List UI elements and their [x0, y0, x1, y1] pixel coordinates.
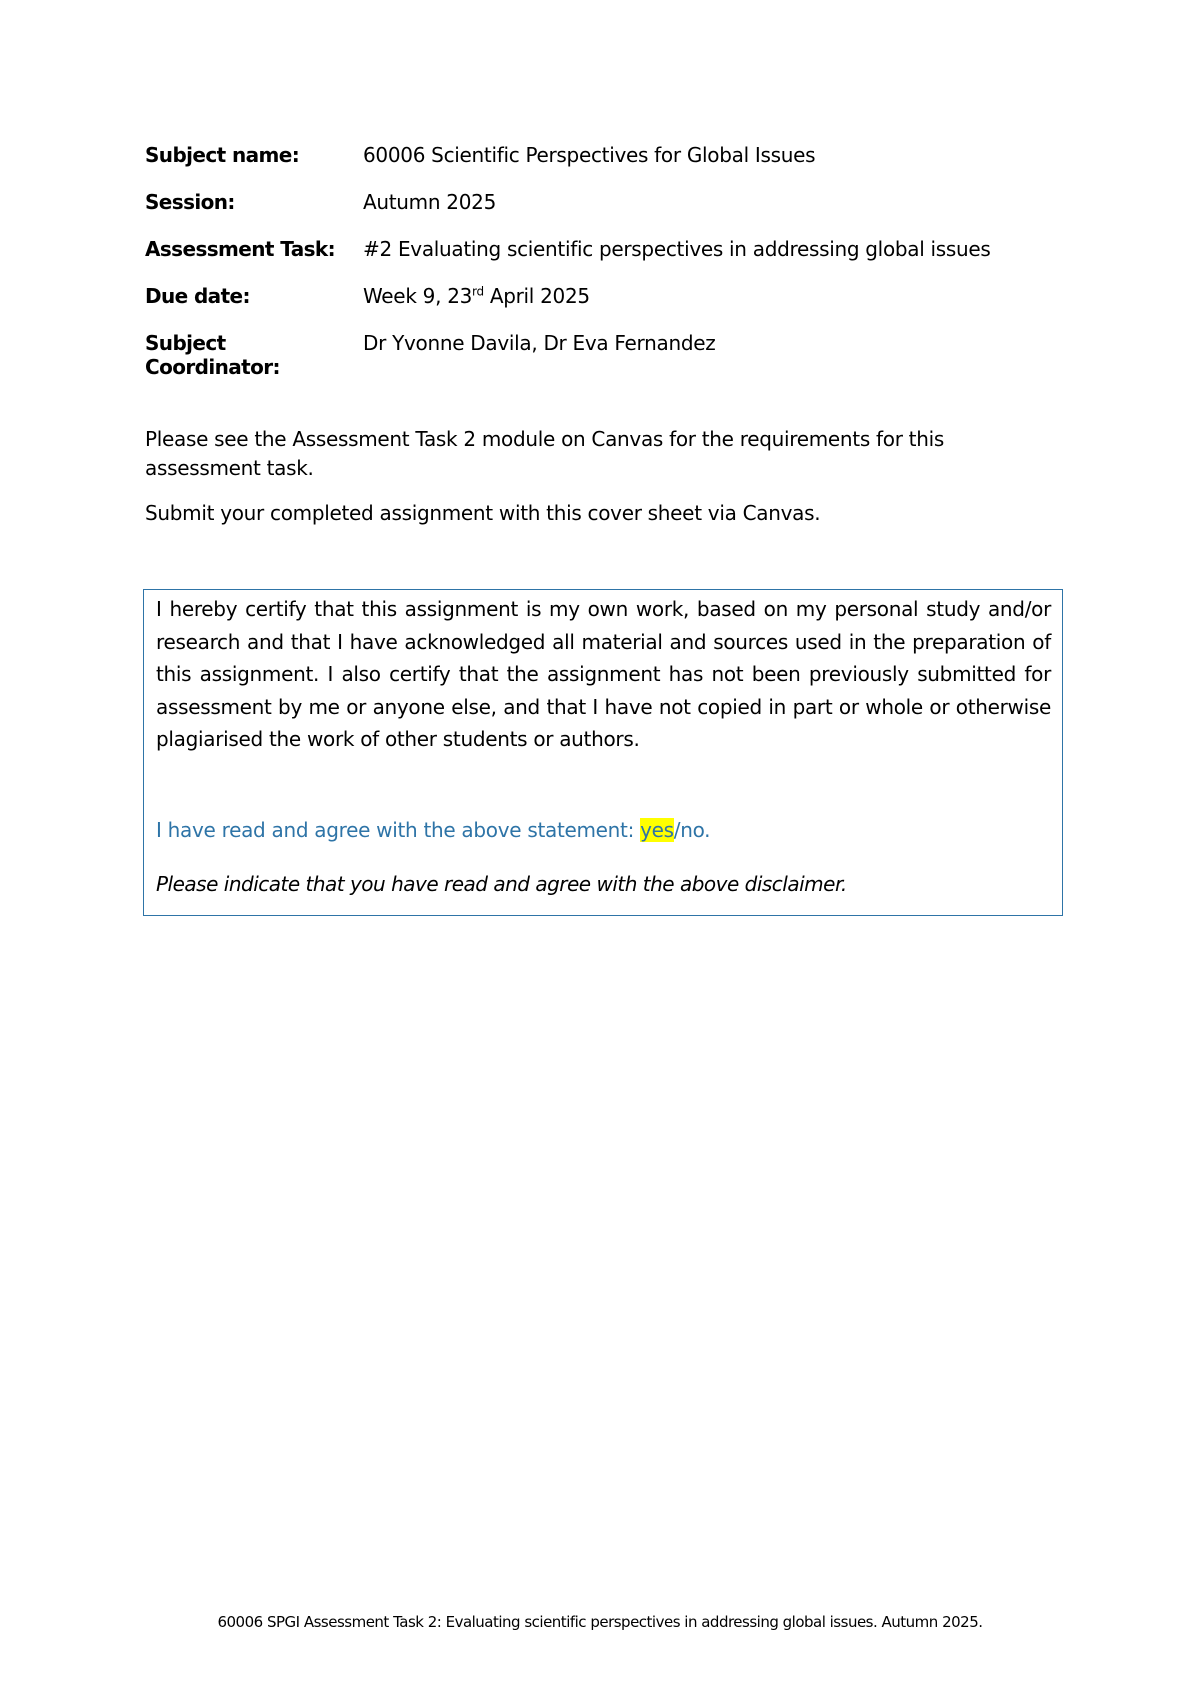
subject-name-value: 60006 Scientific Perspectives for Global Issues	[363, 143, 816, 167]
subject-name-row	[145, 143, 1075, 190]
due-date-ordinal-suffix: rd	[472, 284, 484, 299]
agreement-instruction: Please indicate that you have read and agree with the above disclaimer.	[156, 871, 847, 896]
agreement-line	[156, 818, 1051, 842]
due-date-prefix: Week 9, 23	[363, 284, 473, 308]
certification-box	[143, 589, 1063, 916]
session-value: Autumn 2025	[363, 190, 496, 214]
due-date-label: Due date:	[145, 284, 250, 308]
submission-paragraph: Submit your completed assignment with this cover sheet via Canvas.	[145, 501, 821, 525]
assessment-task-label: Assessment Task:	[145, 237, 335, 261]
due-date-value	[363, 284, 1075, 308]
session-label: Session:	[145, 190, 235, 214]
coordinator-label: Subject Coordinator:	[145, 331, 280, 379]
certification-statement: I hereby certify that this assignment is my own work, based on my personal study and/or research and that I have acknowledged all material and sources used in the preparation of this assignment. I also certify that the assignment has not been previously submitted for assessment by me or anyone else, and that I have not copied in part or whole or otherwise plagiarised the work of other students or authors.	[156, 597, 1051, 751]
agreement-suffix: /no.	[673, 817, 711, 842]
agreement-prefix: I have read and agree with the above statement:	[156, 817, 641, 842]
session-row	[145, 190, 1075, 237]
coordinator-value: Dr Yvonne Davila, Dr Eva Fernandez	[363, 331, 716, 355]
requirements-paragraph: Please see the Assessment Task 2 module on Canvas for the requirements for this assessment task.	[145, 427, 944, 480]
assessment-task-value: #2 Evaluating scientific perspectives in addressing global issues	[363, 237, 991, 261]
subject-name-label: Subject name:	[145, 143, 300, 167]
assessment-task-row	[145, 237, 1075, 284]
agreement-yes-highlighted[interactable]: yes	[640, 817, 674, 842]
cover-sheet-details	[145, 143, 1075, 378]
intro-section	[145, 425, 1025, 528]
due-date-rest: April 2025	[483, 284, 590, 308]
page-footer: 60006 SPGI Assessment Task 2: Evaluating scientific perspectives in addressing global issues. Autumn 2025.	[217, 1613, 983, 1631]
due-date-row	[145, 284, 1075, 331]
coordinator-row	[145, 331, 1075, 378]
